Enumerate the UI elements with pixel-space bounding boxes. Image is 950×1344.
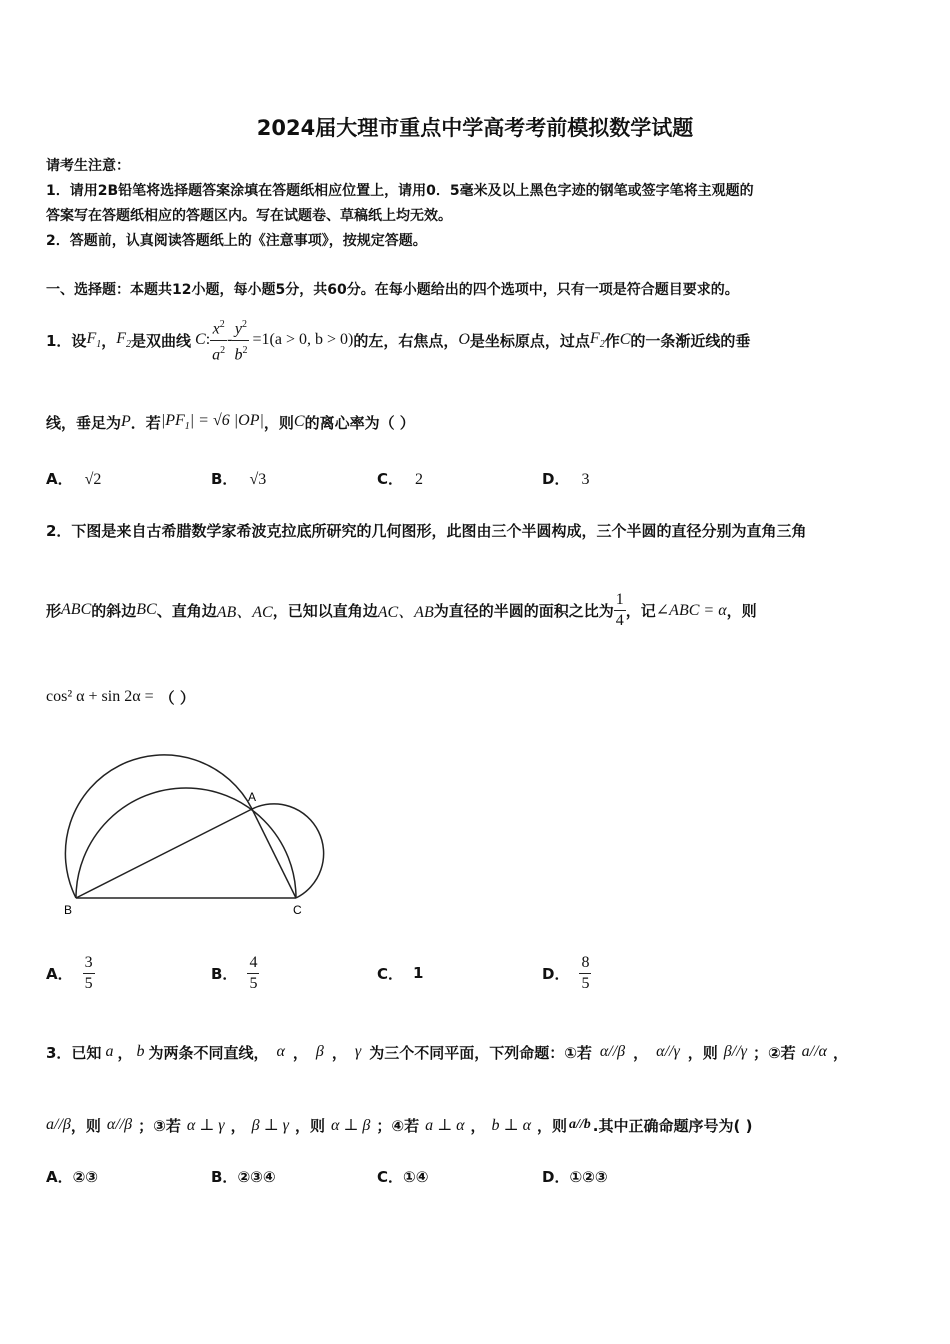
- q1-f2b: $F_2$: [589, 329, 605, 351]
- q2-expr: cos² α + sin 2α =: [46, 688, 154, 705]
- notice-item2: 2．答题前，认真阅读答题纸上的《注意事项》，按规定答题。: [46, 233, 427, 249]
- q2-l2e: 为直径的半圆的面积之比为: [433, 601, 614, 620]
- q1-frac-y: $\frac{y^2}{b^2}$: [232, 315, 249, 365]
- q1-option-b[interactable]: B． √3: [211, 470, 267, 488]
- q3-p2: α//γ: [656, 1043, 680, 1060]
- q3-l1c: 为三个不同平面，下列命题：①若: [369, 1043, 592, 1062]
- q1-text4: 作: [604, 331, 620, 350]
- q1-f2: $F_2$: [116, 329, 132, 351]
- q3-beta: β: [315, 1043, 324, 1060]
- q2-line3: [46, 682, 195, 712]
- q1-eq-colon: :: [205, 331, 211, 348]
- semicircle-ac: [252, 804, 324, 898]
- segment-ab: [76, 809, 252, 898]
- q3-l1d: ，则: [687, 1043, 718, 1062]
- q3-p11: b ⊥ α: [491, 1117, 531, 1134]
- q3-p8: β ⊥ γ: [251, 1117, 289, 1134]
- q1-eq-c: C: [195, 331, 206, 348]
- q2-l2d: ，已知以直角边: [272, 601, 378, 620]
- q3-p3: β//γ: [723, 1043, 747, 1060]
- q1-line2: [46, 407, 415, 437]
- q3-line1: [46, 1035, 848, 1069]
- section-heading: 一、选择题：本题共12小题，每小题5分，共60分。在每小题给出的四个选项中，只有一项是符合题目要求的。: [46, 282, 739, 298]
- q2-option-c[interactable]: C． 1: [377, 964, 424, 983]
- q3-comma: ，: [292, 1043, 308, 1062]
- q1-cond: $|PF_1| = √6$ |OP|: [160, 411, 264, 433]
- q1-o: O: [458, 331, 470, 348]
- q1-l2a: 线，垂足为: [46, 413, 122, 432]
- q3-l1a: 3．已知: [46, 1043, 102, 1062]
- q2-ab-ac: AB、AC: [216, 603, 273, 621]
- q2-option-a[interactable]: A． $\frac{3}{5}$: [46, 953, 93, 992]
- q3-p7: α ⊥ γ: [186, 1117, 225, 1134]
- q1-option-a[interactable]: A． √2: [46, 470, 102, 488]
- q3-gamma: γ: [354, 1043, 362, 1060]
- q2-abc: ABC: [61, 601, 92, 618]
- q3-comma: ，: [117, 1043, 133, 1062]
- q1-text3: 是坐标原点，过点: [469, 331, 590, 350]
- q1-l2d: 的离心率为（ ）: [304, 413, 415, 432]
- q1-frac-x: $\frac{x^2}{a^2}$: [210, 315, 227, 365]
- q3-option-a[interactable]: A．②③: [46, 1168, 99, 1186]
- q3-l1e: ；②若: [752, 1043, 796, 1062]
- q1-option-c[interactable]: C． 2: [377, 470, 424, 488]
- q3-l1b: 为两条不同直线，: [148, 1043, 269, 1062]
- q2-option-d[interactable]: D． $\frac{8}{5}$: [542, 953, 590, 992]
- q3-p6: α//β: [106, 1116, 133, 1133]
- q3-comma: ，: [832, 1043, 848, 1062]
- q2-angle: ∠ABC = α: [655, 602, 727, 619]
- q3-p5: a//β: [46, 1116, 71, 1133]
- label-c: C: [293, 903, 302, 917]
- q2-ac-ab: AC、AB: [377, 603, 434, 621]
- q3-line2: [46, 1108, 752, 1142]
- q2-l2c: 、直角边: [156, 601, 217, 620]
- q3-p1: α//β: [599, 1043, 626, 1060]
- q2-l2g: ，则: [726, 601, 757, 620]
- q1-sep: ，: [101, 331, 117, 350]
- q2-l2f: ，记: [625, 601, 656, 620]
- q3-comma: ，: [230, 1116, 246, 1135]
- q3-p4: a//α: [801, 1043, 827, 1060]
- q3-b: b: [136, 1043, 145, 1060]
- q3-p10: a ⊥ α: [425, 1117, 465, 1134]
- q1-text2: 的左，右焦点，: [353, 331, 459, 350]
- q2-option-b[interactable]: B． $\frac{4}{5}$: [211, 953, 258, 992]
- q1-l2b: ．若: [130, 413, 161, 432]
- q2-bc: BC: [136, 601, 157, 618]
- q1-p: P: [121, 413, 131, 430]
- notice-item1-line1: 1．请用2B铅笔将选择题答案涂填在答题纸相应位置上，请用0．5毫米及以上黑色字迹的钢笔或签字笔将主观题的: [46, 183, 754, 199]
- q2-line2: [46, 580, 757, 640]
- label-a: A: [248, 790, 257, 804]
- q3-p9: α ⊥ β: [330, 1117, 371, 1134]
- q2-bracket: （ ）: [159, 688, 195, 707]
- label-b: B: [64, 903, 73, 917]
- q2-figure: [50, 748, 340, 918]
- q1-option-d[interactable]: D． 3: [542, 470, 590, 488]
- q1-eq-minus: -: [227, 331, 233, 348]
- q1-f1: $F_1$: [86, 329, 102, 351]
- q3-l2c: ，则: [294, 1116, 325, 1135]
- q1-c3: C: [293, 413, 305, 430]
- q3-l2a: ，则: [70, 1116, 101, 1135]
- q3-comma: ，: [633, 1043, 649, 1062]
- q3-l2d: ；④若: [376, 1116, 420, 1135]
- q1-l2c: ，则: [263, 413, 294, 432]
- q1-prefix: 1．设: [46, 331, 87, 350]
- q3-option-c[interactable]: C．①④: [377, 1168, 429, 1186]
- q3-a: a: [105, 1043, 114, 1060]
- q2-l2a: 形: [46, 601, 62, 620]
- q3-option-b[interactable]: B．②③④: [211, 1168, 276, 1186]
- q1-text5: 的一条渐近线的垂: [630, 331, 751, 350]
- q3-comma: ，: [470, 1116, 486, 1135]
- q1-eq-rest: =1(a > 0, b > 0): [252, 331, 354, 348]
- page-title: 2024届大理市重点中学高考考前模拟数学试题: [256, 116, 694, 140]
- q3-l2f: .其中正确命题序号为( ): [592, 1116, 753, 1135]
- q2-line1: 2．下图是来自古希腊数学家希波克拉底所研究的几何图形，此图由三个半圆构成，三个半圆的直径分别为直角三角: [46, 522, 807, 540]
- notice-item1-line2: 答案写在答题纸相应的答题区内。写在试题卷、草稿纸上均无效。: [46, 208, 452, 224]
- q1-text1: 是双曲线: [131, 331, 192, 350]
- q1-c2: C: [619, 331, 631, 348]
- q2-ratio: $\frac{1}{4}$: [615, 590, 624, 629]
- q3-l2e: ，则: [537, 1116, 568, 1135]
- q3-p12: a//b: [569, 1117, 591, 1132]
- semicircle-ab: [65, 755, 252, 898]
- q3-l2b: ；③若: [138, 1116, 181, 1135]
- q3-alpha: α: [276, 1043, 285, 1060]
- q2-l2b: 的斜边: [91, 601, 137, 620]
- q1-line1: [46, 315, 750, 365]
- q3-option-d[interactable]: D．①②③: [542, 1168, 608, 1186]
- segment-ac: [252, 809, 296, 898]
- q3-comma: ，: [331, 1043, 347, 1062]
- notice-heading: 请考生注意：: [46, 158, 130, 174]
